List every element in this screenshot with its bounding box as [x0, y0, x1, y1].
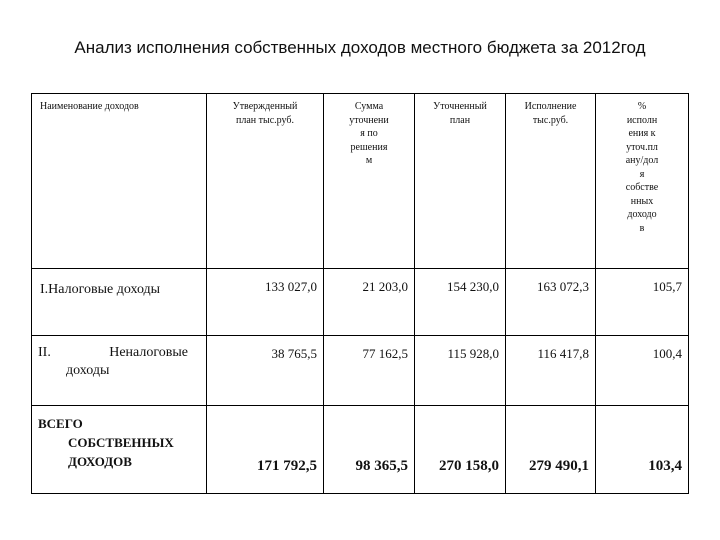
row-name: II. Неналоговые доходы	[38, 345, 188, 378]
page-title: Анализ исполнения собственных доходов местного бюджета за 2012год	[74, 38, 646, 57]
table-row-total	[32, 406, 689, 494]
approved-value: 171 792,5	[257, 458, 317, 474]
header-name-cell	[32, 94, 207, 269]
refined-value: 270 158,0	[439, 458, 499, 474]
row-name-cell	[32, 336, 207, 406]
row-name-cell	[32, 406, 207, 494]
approved-value: 38 765,5	[271, 346, 317, 361]
header-percent: % исполн ения к уточ.пл ану/дол я собстве нных доходо в	[625, 101, 659, 234]
refined-value: 115 928,0	[447, 346, 499, 361]
header-execution: Исполнение тыс.руб.	[524, 101, 577, 126]
budget-table	[31, 93, 689, 494]
table-row	[32, 336, 689, 406]
row-name-cell	[32, 269, 207, 336]
percent-value: 103,4	[648, 458, 682, 474]
header-name: Наименование доходов	[40, 101, 139, 112]
row-name: I.Налоговые доходы	[40, 282, 161, 297]
amount-value: 98 365,5	[355, 458, 408, 474]
header-refined-cell	[415, 94, 506, 269]
header-refined: Уточненный план	[433, 101, 487, 126]
table-row	[32, 269, 689, 336]
header-execution-cell	[506, 94, 596, 269]
execution-value: 116 417,8	[537, 346, 589, 361]
header-row	[32, 94, 689, 269]
header-approved-cell	[207, 94, 324, 269]
refined-value: 154 230,0	[447, 279, 499, 294]
approved-value: 133 027,0	[265, 279, 317, 294]
execution-value: 163 072,3	[537, 279, 589, 294]
header-approved: Утвержденный план тыс.руб.	[232, 101, 298, 126]
amount-value: 77 162,5	[362, 346, 408, 361]
header-percent-cell	[596, 94, 689, 269]
header-amount-cell	[324, 94, 415, 269]
header-amount: Сумма уточнени я по решения м	[349, 101, 389, 166]
execution-value: 279 490,1	[529, 458, 589, 474]
percent-value: 100,4	[652, 346, 682, 361]
percent-value: 105,7	[652, 279, 682, 294]
amount-value: 21 203,0	[362, 279, 408, 294]
row-name: ВСЕГО СОБСТВЕННЫХ ДОХОДОВ	[38, 416, 174, 469]
